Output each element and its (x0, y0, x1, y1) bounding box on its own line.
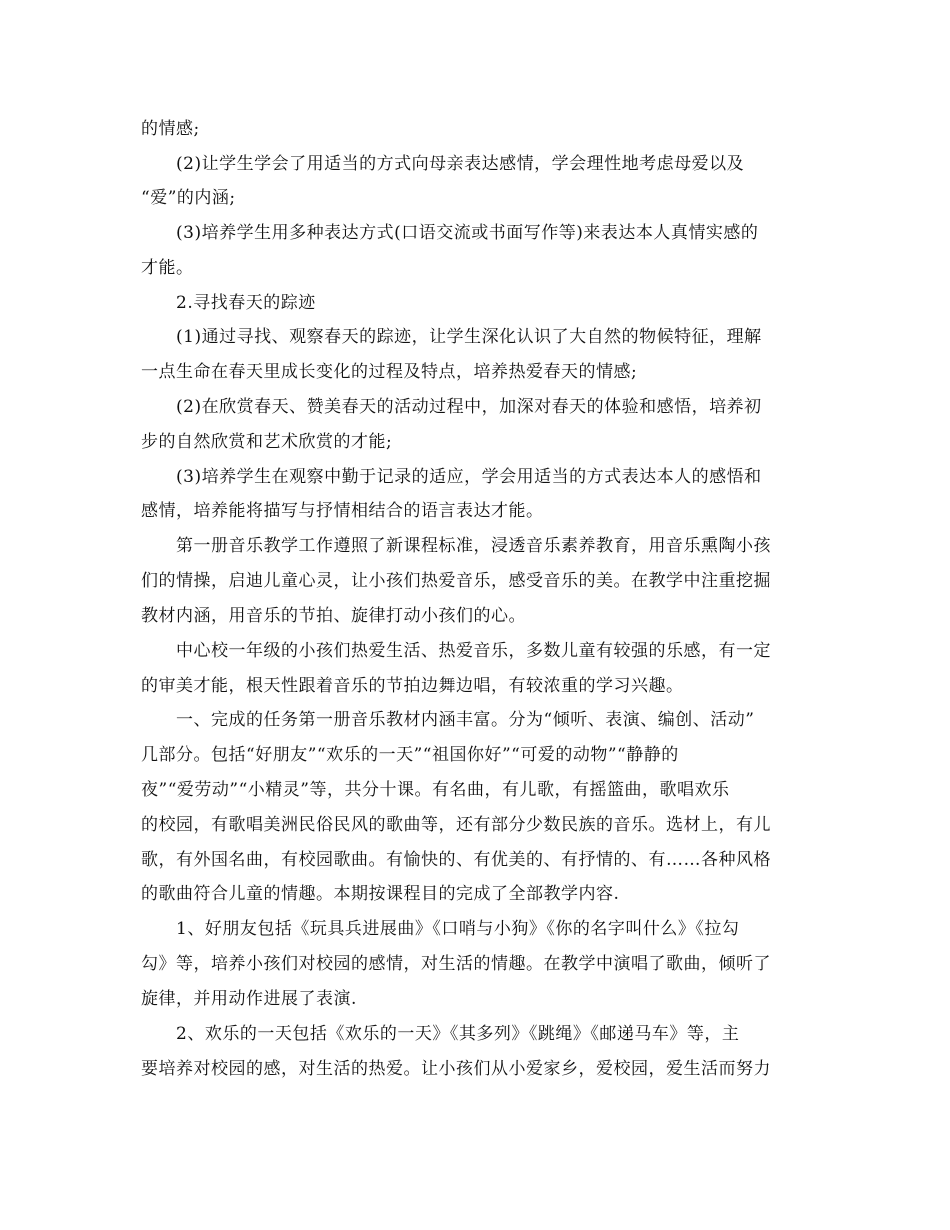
text-line: 一点生命在春天里成长变化的过程及特点，培养热爱春天的情感; (141, 362, 638, 382)
text-line: 要培养对校园的感，对生活的热爱。让小孩们从小爱家乡，爱校园，爱生活而努力 (141, 1059, 771, 1079)
text-line: 歌，有外国名曲，有校园歌曲。有愉快的、有优美的、有抒情的、有……各种风格 (141, 850, 771, 870)
text-line: 中心校一年级的小孩们热爱生活、热爱音乐，多数儿童有较强的乐感，有一定 (176, 641, 771, 661)
text-line: 夜”“爱劳动”“小精灵”等，共分十课。有名曲，有儿歌，有摇篮曲，歌唱欢乐 (141, 780, 730, 800)
text-line: 的情感; (141, 119, 200, 139)
text-line: 们的情操，启迪儿童心灵，让小孩们热爱音乐，感受音乐的美。在教学中注重挖掘 (141, 571, 771, 591)
text-line: (1)通过寻找、观察春天的踪迹，让学生深化认识了大自然的物候特征，理解 (176, 327, 762, 347)
text-line: 2.寻找春天的踪迹 (176, 293, 316, 313)
text-line: (3)培养学生用多种表达方式(口语交流或书面写作等)来表达本人真情实感的 (176, 223, 759, 243)
text-line: 勾》等，培养小孩们对校园的感情，对生活的情趣。在教学中演唱了歌曲，倾听了 (141, 954, 771, 974)
text-line: 感情，培养能将描写与抒情相结合的语言表达才能。 (141, 501, 544, 521)
text-line: 步的自然欣赏和艺术欣赏的才能; (141, 432, 393, 452)
text-line: (2)让学生学会了用适当的方式向母亲表达感情，学会理性地考虑母爱以及 (176, 154, 745, 174)
text-line: 1、好朋友包括《玩具兵进展曲》《口哨与小狗》《你的名字叫什么》《拉勾 (176, 919, 740, 939)
text-line: (3)培养学生在观察中勤于记录的适应，学会用适当的方式表达本人的感悟和 (176, 467, 762, 487)
text-line: 的审美才能，根天性跟着音乐的节拍边舞边唱，有较浓重的学习兴趣。 (141, 676, 684, 696)
text-line: 旋律，并用动作进展了表演. (141, 989, 357, 1009)
text-line: (2)在欣赏春天、赞美春天的活动过程中，加深对春天的体验和感悟，培养初 (176, 397, 762, 417)
text-line: 2、欢乐的一天包括《欢乐的一天》《其多列》《跳绳》《邮递马车》等，主 (176, 1024, 740, 1044)
text-line: 的歌曲符合儿童的情趣。本期按课程目的完成了全部教学内容. (141, 884, 620, 904)
text-line: 一、完成的任务第一册音乐教材内涵丰富。分为“倾听、表演、编创、活动” (176, 710, 755, 730)
text-line: 的校园，有歌唱美洲民俗民风的歌曲等，还有部分少数民族的音乐。选材上，有儿 (141, 815, 771, 835)
text-line: “爱”的内涵; (141, 188, 236, 208)
text-line: 第一册音乐教学工作遵照了新课程标准，浸透音乐素养教育，用音乐熏陶小孩 (176, 536, 771, 556)
text-line: 几部分。包括“好朋友”“欢乐的一天”“祖国你好”“可爱的动物”“静静的 (141, 745, 679, 765)
text-line: 才能。 (141, 258, 194, 278)
text-line: 教材内涵，用音乐的节拍、旋律打动小孩们的心。 (141, 606, 526, 626)
